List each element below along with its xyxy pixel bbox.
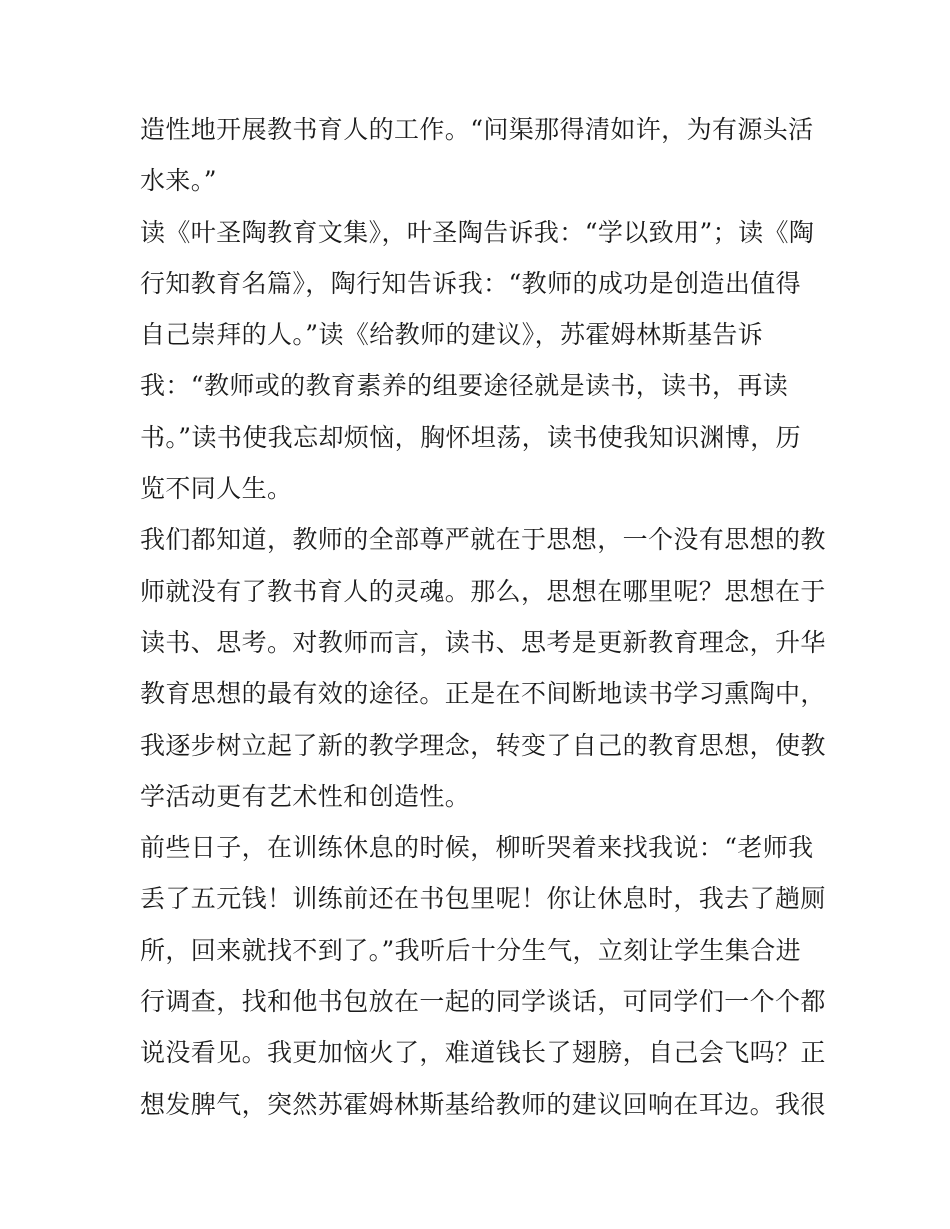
text-line: 丢了五元钱！训练前还在书包里呢！你让休息时，我去了趟厕 xyxy=(140,884,826,914)
text-line: 自己崇拜的人。”读《给教师的建议》，苏霍姆林斯基告诉 xyxy=(140,320,764,350)
text-line: 水来。” xyxy=(140,166,217,196)
text-line: 读《叶圣陶教育文集》，叶圣陶告诉我：“学以致用”；读《陶 xyxy=(140,217,815,247)
text-line: 览不同人生。 xyxy=(140,474,293,504)
text-line: 我逐步树立起了新的教学理念，转变了自己的教育思想，使教 xyxy=(140,730,826,760)
text-line: 行调查，找和他书包放在一起的同学谈话，可同学们一个个都 xyxy=(140,987,826,1017)
body-text xyxy=(140,104,826,1130)
text-line: 前些日子，在训练休息的时候，柳昕哭着来找我说：“老师我 xyxy=(140,833,814,863)
text-line: 师就没有了教书育人的灵魂。那么，思想在哪里呢？思想在于 xyxy=(140,576,826,606)
text-line: 我们都知道，教师的全部尊严就在于思想，一个没有思想的教 xyxy=(140,525,826,555)
text-line: 我：“教师或的教育素养的组要途径就是读书，读书，再读 xyxy=(140,371,789,401)
text-line: 读书、思考。对教师而言，读书、思考是更新教育理念，升华 xyxy=(140,627,826,657)
text-line: 行知教育名篇》，陶行知告诉我：“教师的成功是创造出值得 xyxy=(140,268,802,298)
text-line: 说没看见。我更加恼火了，难道钱长了翅膀，自己会飞吗？正 xyxy=(140,1038,826,1068)
text-line: 造性地开展教书育人的工作。“问渠那得清如许，为有源头活 xyxy=(140,115,814,144)
text-line: 书。”读书使我忘却烦恼，胸怀坦荡，读书使我知识渊博，历 xyxy=(140,422,802,452)
text-line: 想发脾气，突然苏霍姆林斯基给教师的建议回响在耳边。我很 xyxy=(140,1089,826,1119)
text-line: 学活动更有艺术性和创造性。 xyxy=(140,781,471,811)
text-line: 教育思想的最有效的途径。正是在不间断地读书学习熏陶中， xyxy=(140,679,826,709)
text-line: 所，回来就找不到了。”我听后十分生气，立刻让学生集合进 xyxy=(140,935,802,965)
